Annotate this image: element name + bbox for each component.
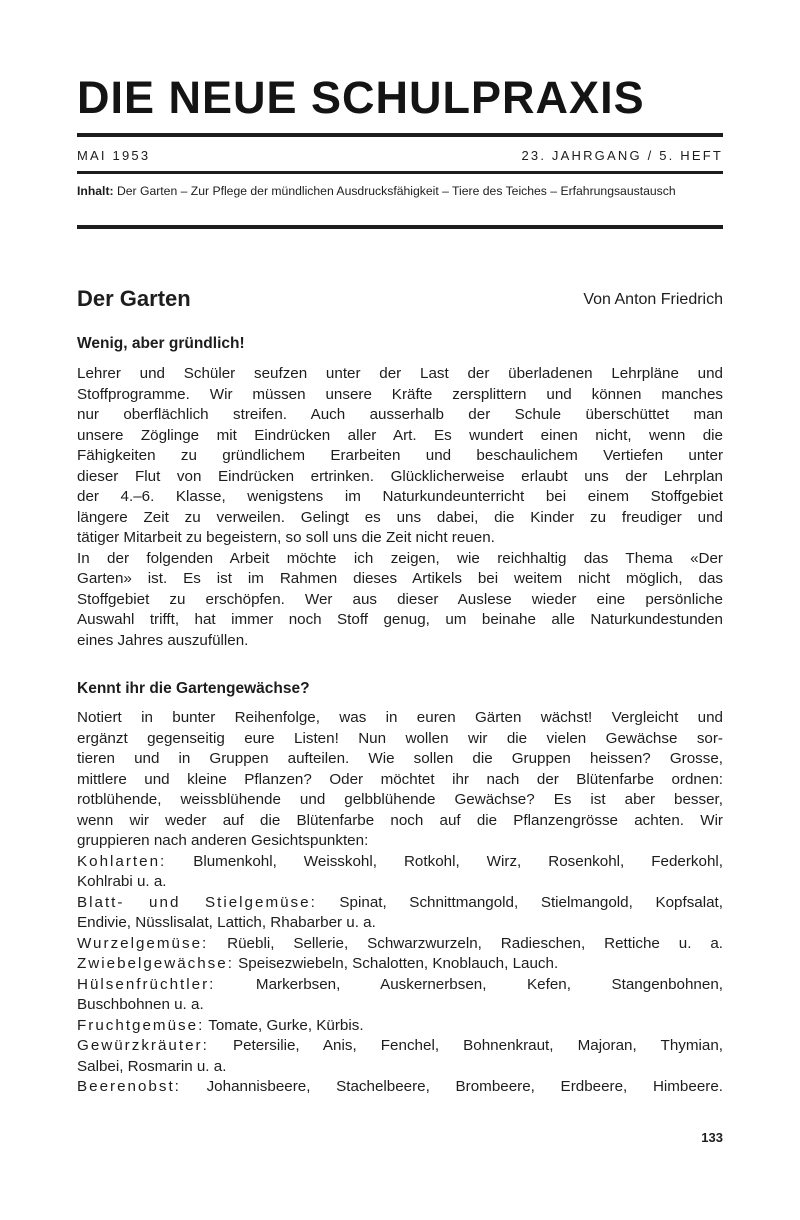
article-author: Von Anton Friedrich: [583, 291, 723, 308]
text-line: Buschbohnen u. a.: [77, 996, 204, 1013]
text-line: der 4.–6. Klasse, wenigstens im Naturkundeunterricht bei einem Stoffgebiet: [77, 488, 723, 505]
plant-group-wurzelgemuese: [77, 934, 723, 955]
section-heading: Kennt ihr die Gartengewächse?: [77, 680, 310, 697]
text-line: Endivie, Nüsslisalat, Lattich, Rhabarber u. a.: [77, 914, 376, 931]
text-line: rotblühende, weissblühende und gelbblühende Gewächse? Es ist aber besser,: [77, 791, 723, 808]
group-items: Tomate, Gurke, Kürbis.: [204, 1016, 364, 1034]
text-line: Salbei, Rosmarin u. a.: [77, 1057, 227, 1075]
text-line: wenn wir weder auf die Blütenfarbe noch auf die Pflanzengrösse achten. Wir: [77, 811, 723, 829]
text-line: ergänzt gegenseitig eure Listen! Nun wollen wir die vielen Gewächse sor-: [77, 729, 723, 747]
group-items: Spinat, Schnittmangold, Stielmangold, Kopfsalat,: [316, 893, 723, 911]
plant-group-zwiebelgewaechse: [77, 954, 723, 975]
text-line: unsere Zöglinge mit Eindrücken aller Art. Es wundert einen nicht, wenn die: [77, 426, 723, 444]
section-body: [77, 364, 723, 651]
text-line: In der folgenden Arbeit möchte ich zeigen, wie reichhaltig das Thema «Der: [77, 549, 723, 567]
plant-group-beerenobst: [77, 1077, 723, 1098]
group-term: Fruchtgemüse:: [77, 1016, 205, 1034]
masthead-title: DIE NEUE SCHULPRAXIS: [77, 72, 645, 123]
table-of-contents: [77, 182, 723, 200]
issue-date: MAI 1953: [77, 148, 151, 163]
text-line: dieser Flut von Eindrücken ertrinken. Glücklicherweise erlaubt uns der Lehrplan: [77, 467, 723, 485]
divider-rule: [77, 225, 723, 229]
text-line: Notiert in bunter Reihenfolge, was in euren Gärten wächst! Vergleicht und: [77, 709, 723, 726]
text-line: gruppieren nach anderen Gesichtspunkten:: [77, 832, 369, 849]
text-line: mittlere und kleine Pflanzen? Oder möchtet ihr nach der Blütenfarbe ordnen:: [77, 770, 723, 788]
text-line: Auswahl trifft, hat immer noch Stoff genug, um beinahe alle Naturkundestunden: [77, 611, 723, 628]
group-term: Hülsenfrüchtler:: [77, 975, 216, 993]
plant-group-kohlarten: [77, 852, 723, 873]
group-term: Wurzelgemüse:: [77, 934, 209, 952]
text-line: Garten» ist. Es ist im Rahmen dieses Artikels bei weitem nicht möglich, das: [77, 570, 723, 587]
divider-rule: [77, 171, 723, 174]
text-line: eines Jahres auszufüllen.: [77, 631, 249, 649]
plant-group-gewuerzkraeuter: [77, 1036, 723, 1057]
text-line: nur oberflächlich streifen. Auch ausserhalb der Schule überschüttet man: [77, 406, 723, 423]
section-heading: Wenig, aber gründlich!: [77, 335, 245, 352]
group-items: Markerbsen, Auskernerbsen, Kefen, Stangenbohnen,: [215, 975, 723, 993]
divider-rule: [77, 133, 723, 137]
article-title: Der Garten: [77, 286, 191, 311]
text-line: längere Zeit zu verweilen. Gelingt es uns dabei, die Kinder zu freudiger und: [77, 508, 723, 526]
text-line: Stoffgebiet zu erschöpfen. Wer aus dieser Auslese wieder eine persönliche: [77, 590, 723, 608]
group-term: Kohlarten:: [77, 852, 167, 870]
group-items: Petersilie, Anis, Fenchel, Bohnenkraut, Majoran, Thymian,: [208, 1037, 723, 1054]
page-number: 133: [701, 1130, 723, 1145]
text-line: tätiger Mitarbeit zu begeistern, so soll uns die Zeit nicht reuen.: [77, 529, 495, 546]
group-items: Rüebli, Sellerie, Schwarzwurzeln, Radieschen, Rettiche u. a.: [208, 934, 723, 952]
issue-volume: 23. JAHRGANG / 5. HEFT: [521, 148, 723, 163]
text-line: Stoffprogramme. Wir müssen unsere Kräfte zersplittern und können manches: [77, 385, 723, 403]
group-items: Johannisbeere, Stachelbeere, Brombeere, Erdbeere, Himbeere.: [180, 1078, 723, 1095]
text-line: Kohlrabi u. a.: [77, 873, 167, 890]
group-term: Blatt- und Stielgemüse:: [77, 893, 317, 911]
plant-group-fruchtgemuese: [77, 1016, 723, 1037]
text-line: Lehrer und Schüler seufzen unter der Last der überladenen Lehrpläne und: [77, 365, 723, 382]
group-items: Blumenkohl, Weisskohl, Rotkohl, Wirz, Rosenkohl, Federkohl,: [166, 852, 723, 870]
contents-label: Inhalt:: [77, 184, 114, 198]
section-body: [77, 708, 723, 1098]
group-term: Beerenobst:: [77, 1078, 181, 1095]
plant-group-huelsenfruechtler: [77, 975, 723, 996]
group-term: Zwiebelgewächse:: [77, 955, 234, 972]
contents-text: Der Garten – Zur Pflege der mündlichen Ausdrucksfähigkeit – Tiere des Teiches – Erfahrungsaustausch: [113, 184, 676, 198]
plant-group-blattgemuese: [77, 893, 723, 914]
text-line: Fähigkeiten zu gründlichem Erarbeiten und beschaulichem Vertiefen unter: [77, 447, 723, 464]
group-term: Gewürzkräuter:: [77, 1037, 209, 1054]
text-line: tieren und in Gruppen aufteilen. Wie sollen die Gruppen heissen? Grosse,: [77, 750, 723, 767]
group-items: Speisezwiebeln, Schalotten, Knoblauch, Lauch.: [233, 955, 559, 972]
